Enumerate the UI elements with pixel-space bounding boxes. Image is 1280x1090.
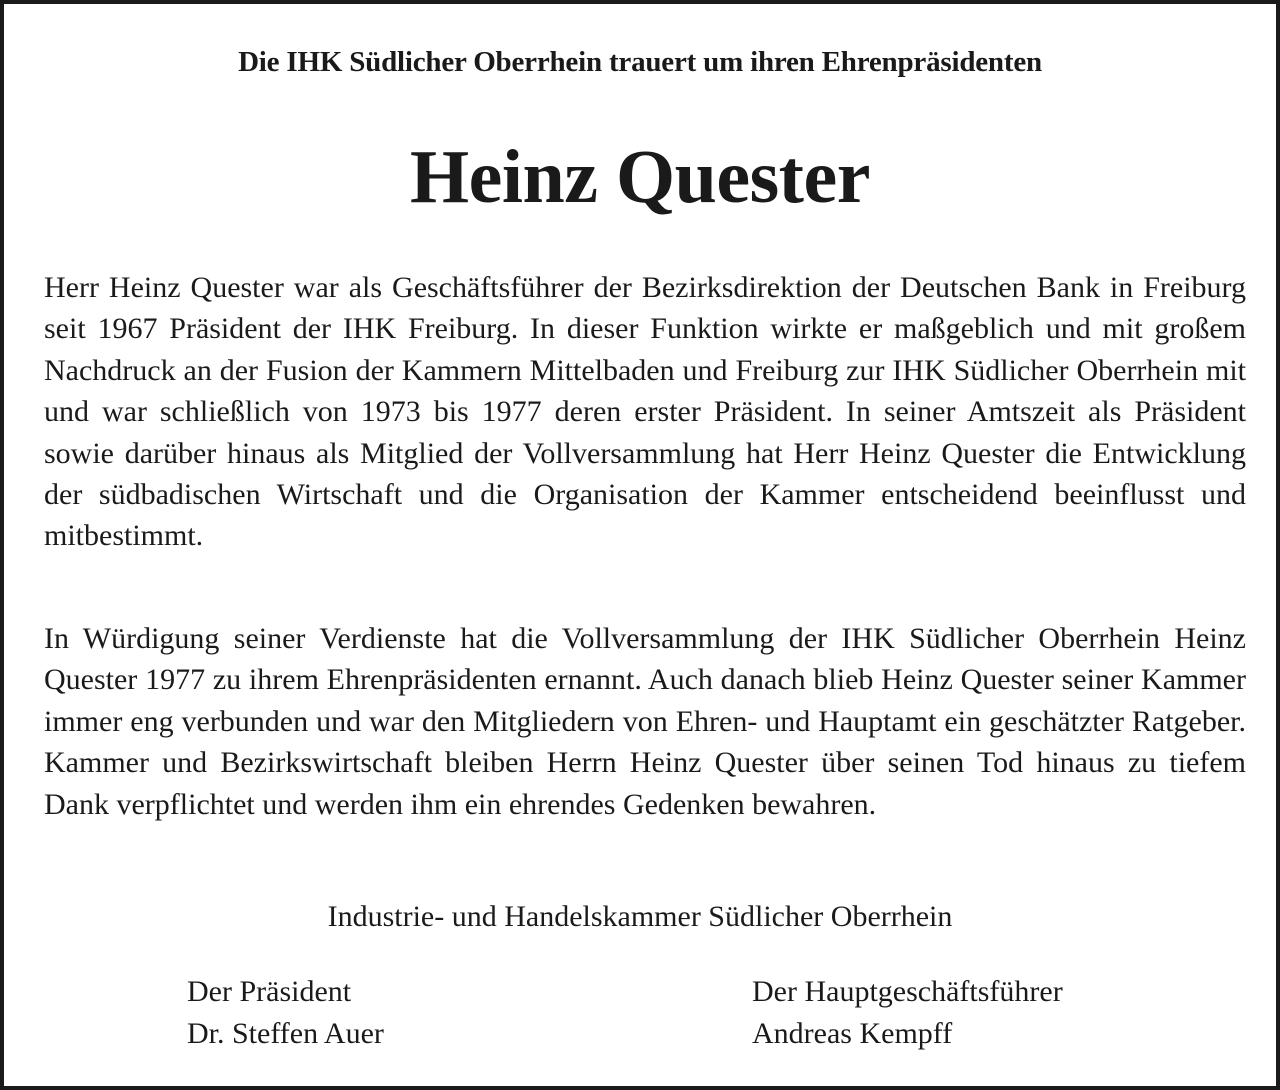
- paragraph-honorary: In Würdigung seiner Verdienste hat die Vollversammlung der IHK Südlicher Oberrhein Heinz Quester 1977 zu ihrem Ehrenpräsidenten ernannt. Auch danach blieb Heinz Quester seiner Kammer immer eng verbunden und war den Mitgliedern von Ehren- und Hauptamt ein geschätzter Ratgeber. Kammer und Bezirkswirtschaft bleiben Herrn Heinz Quester über seinen Tod hinaus zu tiefem Dank verpflichtet und werden ihm ein ehrendes Gedenken bewahren.: [44, 622, 1246, 821]
- signature-managing-director: [752, 971, 1063, 1055]
- signatory-role: Der Hauptgeschäftsführer: [752, 975, 1063, 1008]
- signatory-role: Der Präsident: [187, 975, 352, 1008]
- notice-header: Die IHK Südlicher Oberrhein trauert um ihren Ehrenpräsidenten: [238, 46, 1042, 78]
- signatory-name: Andreas Kempff: [752, 1017, 953, 1050]
- organization-name: Industrie- und Handelskammer Südlicher Oberrhein: [327, 900, 953, 933]
- deceased-name: Heinz Quester: [410, 135, 870, 219]
- paragraph-biography: Herr Heinz Quester war als Geschäftsführer der Bezirksdirektion der Deutschen Bank in Freiburg seit 1967 Präsident der IHK Freiburg. In dieser Funktion wirkte er maßgeblich und mit großem Nachdruck an der Fusion der Kammern Mittelbaden und Freiburg zur IHK Südlicher Oberrhein mit und war schließlich von 1973 bis 1977 deren erster Präsident. In seiner Amtszeit als Präsident sowie darüber hinaus als Mitglied der Vollversammlung hat Herr Heinz Quester die Entwicklung der südbadischen Wirtschaft und die Organisation der Kammer entscheidend beeinflusst und mitbestimmt.: [44, 271, 1246, 553]
- signatory-name: Dr. Steffen Auer: [187, 1017, 384, 1050]
- signature-president: [187, 971, 384, 1055]
